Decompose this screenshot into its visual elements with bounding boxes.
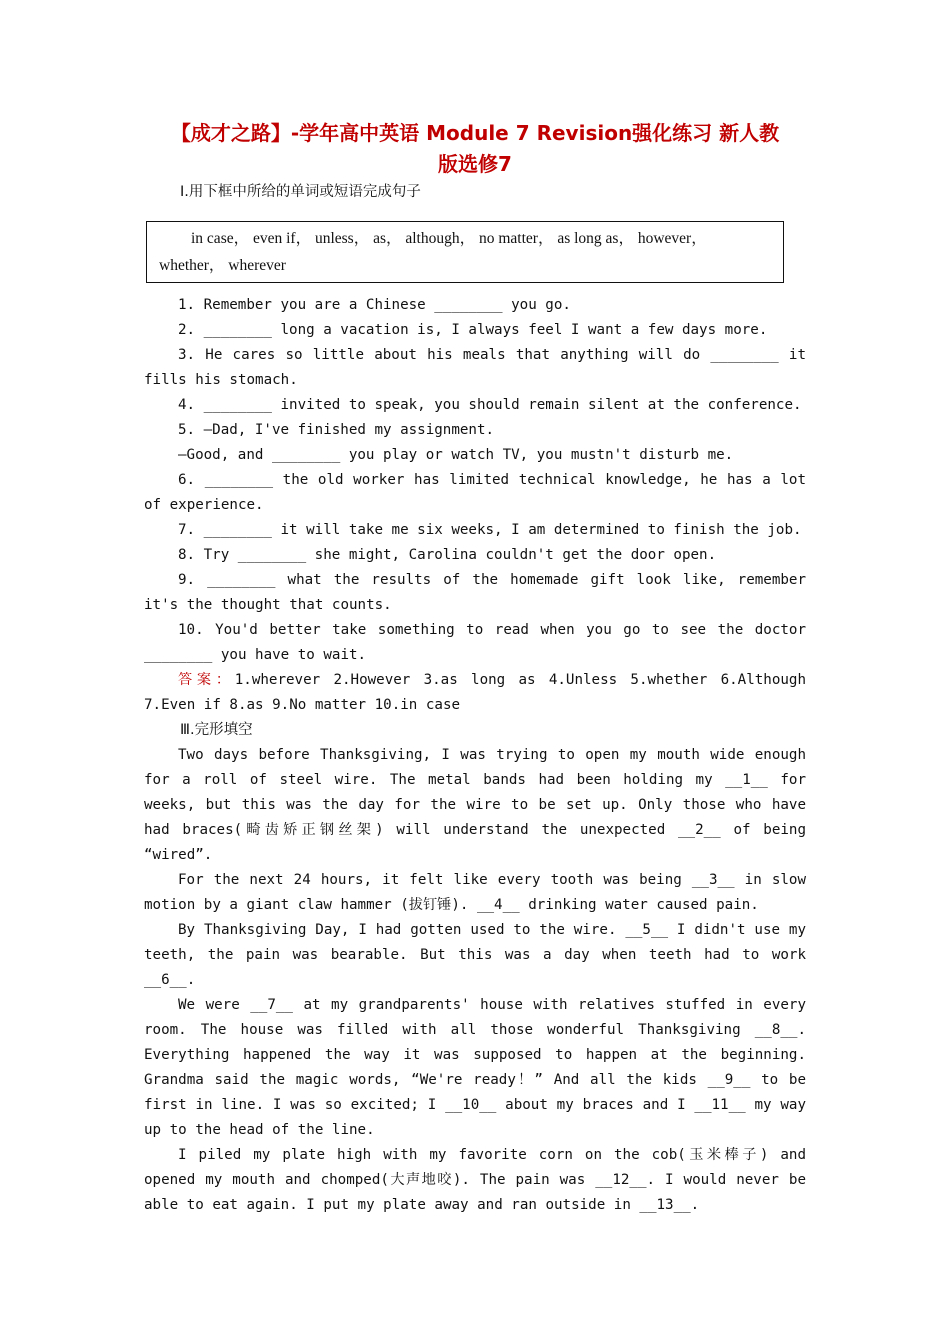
title-line-2: 版选修7 bbox=[438, 152, 512, 176]
word-bank-box bbox=[146, 221, 784, 283]
question-item: 9. ________ what the results of the homemade gift look like, remember it's the thought that counts. bbox=[144, 572, 806, 613]
question-list bbox=[144, 293, 806, 668]
word-bank-line-2: whether， wherever bbox=[159, 257, 286, 274]
passage-paragraph: We were __7__ at my grandparents' house with relatives stuffed in every room. The house was filled with all those wonderful Thanksgiving __8__. Everything happened the way it was supposed to happen at the beginning. Grandma said the magic words, “We're ready！” And all the kids __9__ to be first in line. I was so excited; I __10__ about my braces and I __11__ my way up to the head of the line. bbox=[144, 997, 806, 1138]
question-item: 3. He cares so little about his meals that anything will do ________ it fills his stomach. bbox=[144, 347, 806, 388]
document-title bbox=[148, 118, 802, 180]
question-item: 7. ________ it will take me six weeks, I am determined to finish the job. bbox=[178, 522, 802, 538]
question-item: —Good, and ________ you play or watch TV, you mustn't disturb me. bbox=[178, 447, 734, 463]
word-bank-line-1: in case， even if， unless， as， although， no matter， as long as， however， bbox=[191, 230, 707, 247]
answer-key bbox=[144, 668, 806, 718]
passage-paragraph: Two days before Thanksgiving, I was trying to open my mouth wide enough for a roll of steel wire. The metal bands had been holding my __1__ for weeks, but this was the day for the wire to be set up. Only those who have had braces(畸齿矫正钢丝架) will understand the unexpected __2__ of being “wired”. bbox=[144, 747, 806, 863]
section-3-heading: Ⅲ.完形填空 bbox=[180, 722, 253, 738]
passage-paragraph: By Thanksgiving Day, I had gotten used to the wire. __5__ I didn't use my teeth, the pain was bearable. But this was a day when teeth had to work __6__. bbox=[144, 922, 806, 988]
question-item: 1. Remember you are a Chinese ________ you go. bbox=[178, 297, 571, 313]
question-item: 8. Try ________ she might, Carolina couldn't get the door open. bbox=[178, 547, 717, 563]
question-item: 10. You'd better take something to read when you go to see the doctor ________ you have to wait. bbox=[144, 622, 806, 663]
title-line-1: 【成才之路】-学年高中英语 Module 7 Revision强化练习 新人教 bbox=[170, 121, 780, 145]
answer-label: 答案： bbox=[178, 672, 235, 688]
question-item: 2. ________ long a vacation is, I always feel I want a few days more. bbox=[178, 322, 768, 338]
document-page bbox=[144, 118, 806, 1218]
question-item: 6. ________ the old worker has limited technical knowledge, he has a lot of experience. bbox=[144, 472, 806, 513]
question-item: 5. —Dad, I've finished my assignment. bbox=[178, 422, 495, 438]
passage-paragraph: For the next 24 hours, it felt like every tooth was being __3__ in slow motion by a giant claw hammer (拔钉锤). __4__ drinking water caused pain. bbox=[144, 872, 806, 913]
question-item: 4. ________ invited to speak, you should remain silent at the conference. bbox=[178, 397, 802, 413]
answer-text: 1.wherever 2.However 3.as long as 4.Unless 5.whether 6.Although 7.Even if 8.as 9.No matter 10.in case bbox=[144, 672, 806, 713]
section-1-heading: Ⅰ.用下框中所给的单词或短语完成句子 bbox=[180, 184, 421, 200]
cloze-passage bbox=[144, 743, 806, 1218]
passage-paragraph: I piled my plate high with my favorite corn on the cob(玉米棒子) and opened my mouth and chomped(大声地咬). The pain was __12__. I would never be able to eat again. I put my plate away and ran outside in __13__. bbox=[144, 1147, 806, 1213]
